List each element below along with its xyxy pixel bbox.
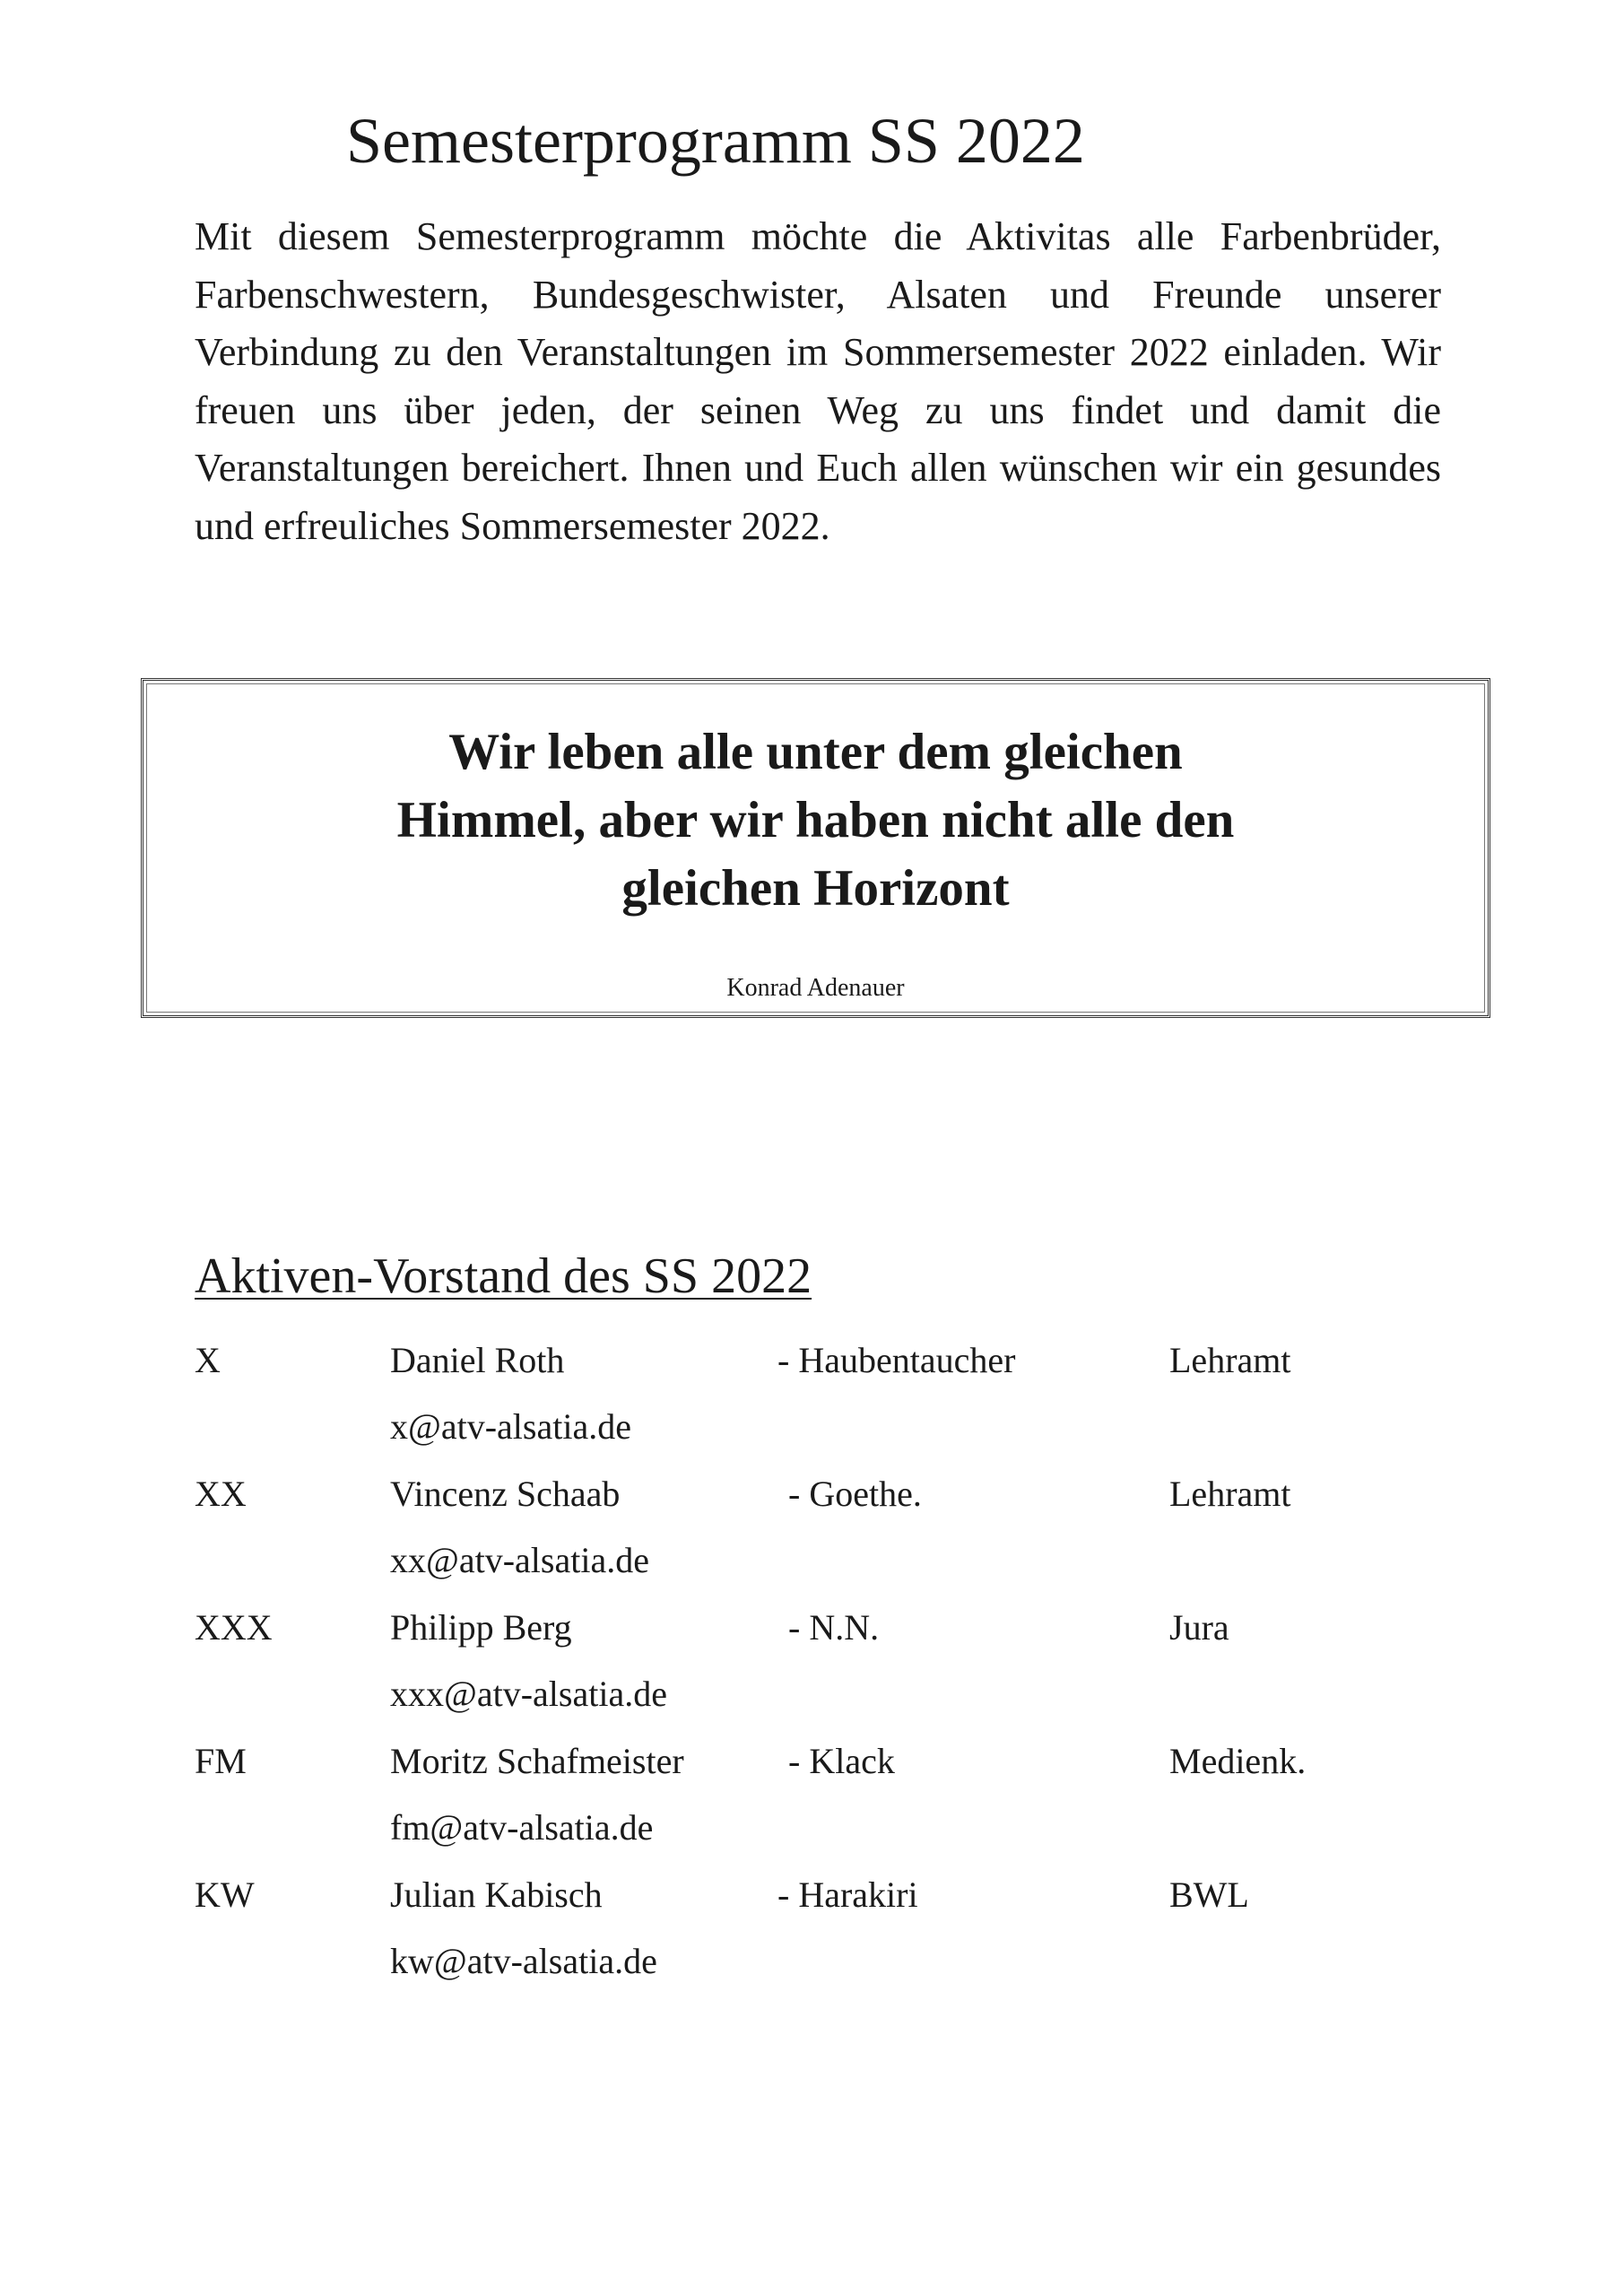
member-email: fm@atv-alsatia.de [390,1807,654,1848]
intro-paragraph: Mit diesem Semesterprogramm möchte die Aktivitas alle Farbenbrüder, Farbenschwestern, Bundesgeschwister, Alsaten und Freunde unserer Verbindung zu den Veranstaltungen im Sommersemester 2022 einladen. Wir freuen uns über jeden, der seinen Weg zu uns findet und damit die Veranstaltungen bereichert. Ihnen und Euch allen wünschen wir ein gesundes und erfreuliches Sommersemester 2022. [195,214,1441,548]
page-title: Semesterprogramm SS 2022 [346,105,1085,177]
member-email: xx@atv-alsatia.de [390,1540,649,1580]
member-couleurname: - Klack [788,1741,895,1781]
quote-text [143,718,1488,923]
member-email: kw@atv-alsatia.de [390,1941,657,1981]
board-member [195,1472,1450,1605]
quote-line: gleichen Horizont [621,860,1010,917]
member-study: BWL [1169,1874,1249,1915]
member-office: X [195,1340,221,1380]
member-name: Julian Kabisch [390,1874,603,1915]
member-office: XXX [195,1607,273,1648]
member-office: KW [195,1874,255,1915]
board-member [195,1873,1450,2006]
member-study: Jura [1169,1607,1229,1648]
member-couleurname: - Goethe. [788,1474,922,1514]
quote-box [141,678,1490,1018]
member-couleurname: - N.N. [788,1607,880,1648]
member-email: xxx@atv-alsatia.de [390,1674,667,1714]
member-office: FM [195,1741,247,1781]
member-name: Philipp Berg [390,1607,572,1648]
member-name: Moritz Schafmeister [390,1741,684,1781]
member-couleurname: - Harakiri [777,1874,918,1915]
quote-line: Wir leben alle unter dem gleichen [448,724,1183,780]
quote-line: Himmel, aber wir haben nicht alle den [396,792,1235,848]
board-member [195,1739,1450,1873]
board-member [195,1605,1450,1739]
member-name: Daniel Roth [390,1340,565,1380]
member-study: Lehramt [1169,1340,1291,1380]
board-member [195,1338,1450,1472]
member-couleurname: - Haubentaucher [777,1340,1016,1380]
quote-author: Konrad Adenauer [726,974,905,1002]
member-name: Vincenz Schaab [390,1474,621,1514]
member-email: x@atv-alsatia.de [390,1406,631,1447]
member-study: Lehramt [1169,1474,1291,1514]
board-heading: Aktiven-Vorstand des SS 2022 [195,1248,812,1304]
member-office: XX [195,1474,247,1514]
board-list [195,1338,1450,2006]
member-study: Medienk. [1169,1741,1307,1781]
